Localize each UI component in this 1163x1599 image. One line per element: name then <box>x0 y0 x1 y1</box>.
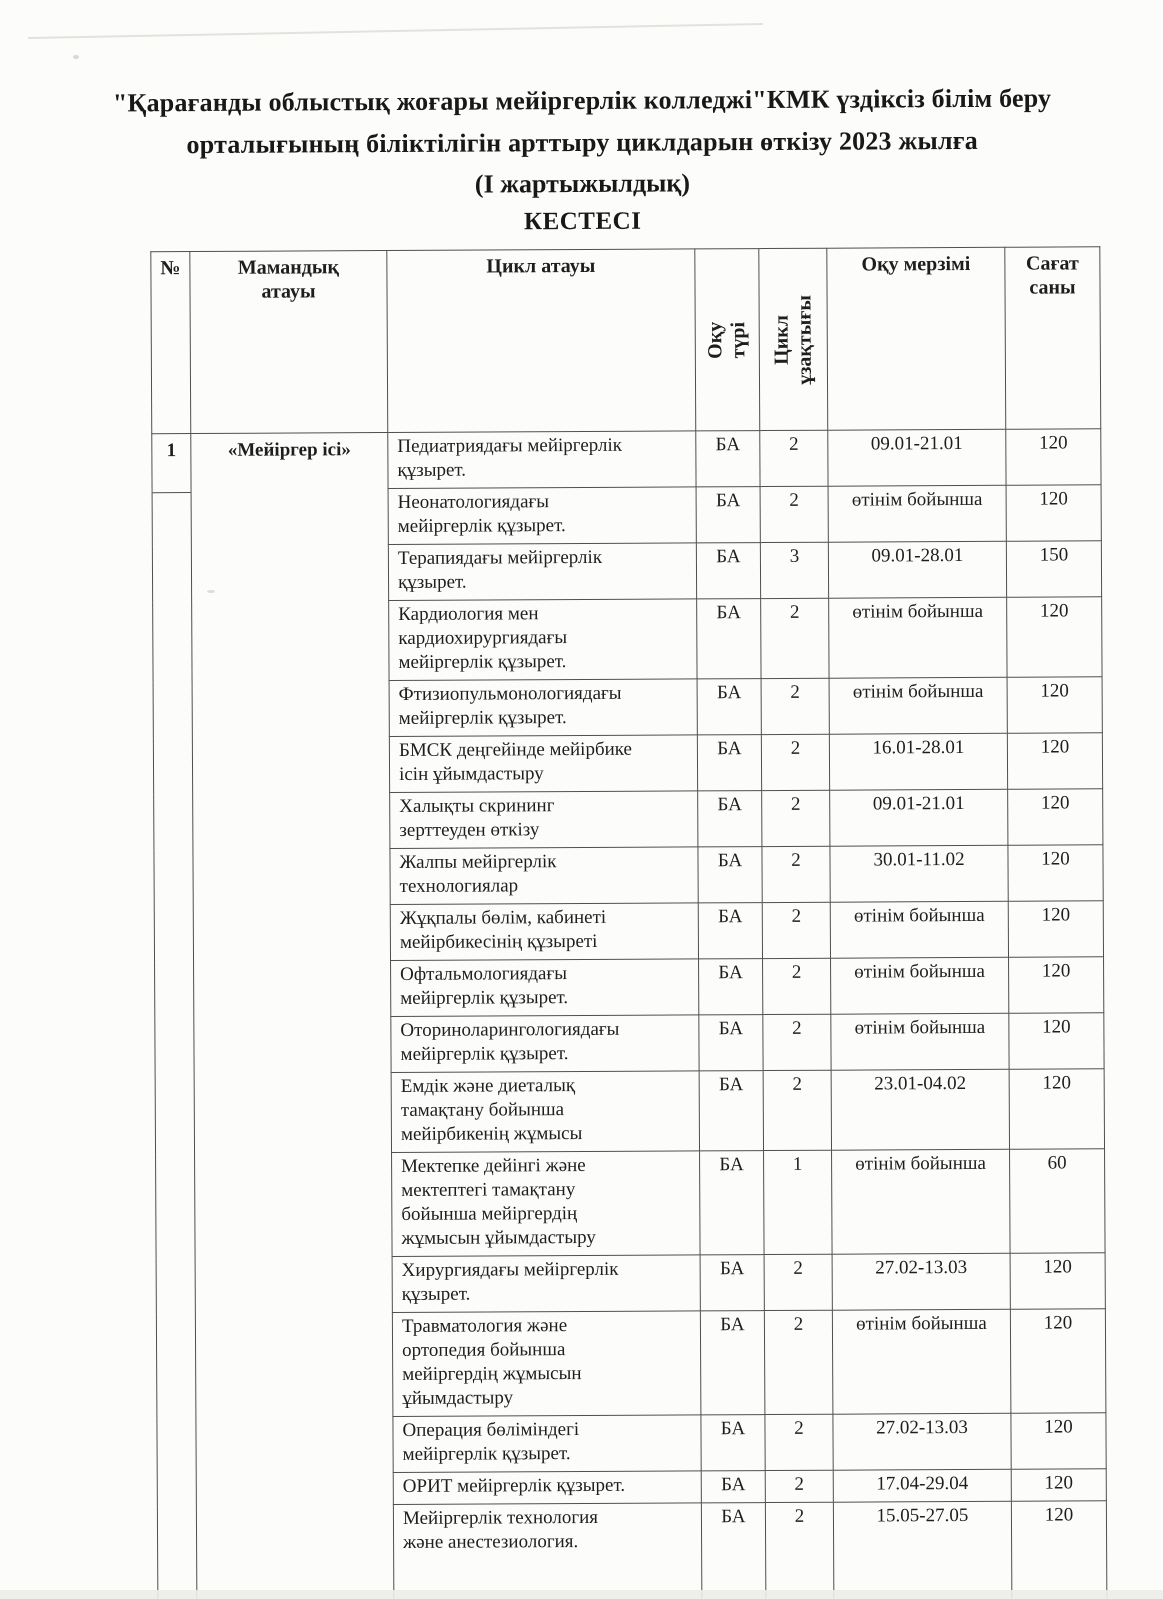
education-type-cell: БА <box>697 735 761 791</box>
header-cycle-duration <box>759 248 828 430</box>
hours-cell: 150 <box>1006 541 1101 597</box>
cycle-name-cell: Педиатриядағы мейіргерлік құзырет. <box>388 431 696 489</box>
education-type-cell: БА <box>696 431 760 487</box>
education-type-cell: БА <box>700 1311 765 1415</box>
cycle-duration-cell: 2 <box>762 846 830 902</box>
cycle-name-cell: Жалпы мейіргерлік технологиялар <box>390 847 698 905</box>
schedule-row <box>152 429 1101 490</box>
cycle-duration-cell: 2 <box>762 902 830 958</box>
education-type-cell: БА <box>700 1255 764 1311</box>
cycle-duration-cell: 2 <box>763 1070 831 1150</box>
study-term-cell: 23.01-04.02 <box>831 1069 1009 1150</box>
qualification-cycles-schedule-table <box>150 246 1107 1599</box>
education-type-cell: БА <box>696 487 760 543</box>
document-table-word: КЕСТЕСІ <box>523 207 642 236</box>
study-term-cell: өтінім бойынша <box>831 1013 1009 1070</box>
study-term-cell: 17.04-29.04 <box>833 1469 1011 1502</box>
cycle-name-cell: Офтальмологиядағы мейіргерлік құзырет. <box>391 959 699 1017</box>
hours-cell: 120 <box>1011 1469 1106 1501</box>
study-term-cell: 30.01-11.02 <box>830 845 1008 902</box>
cycle-name-cell: Хирургиядағы мейіргерлік құзырет. <box>392 1255 700 1313</box>
cycle-duration-cell: 2 <box>765 1414 833 1470</box>
cycle-name-cell: Мектепке дейінгі және мектептегі тамақтану бойынша мейіргердің жұмысын ұйымдастыру <box>392 1151 701 1257</box>
cycle-duration-cell: 2 <box>761 598 829 678</box>
cycle-duration-cell: 2 <box>763 958 831 1014</box>
education-type-cell: БА <box>701 1503 766 1599</box>
hours-cell: 120 <box>1008 789 1103 845</box>
cycle-name-cell: Неонатологиядағы мейіргерлік құзырет. <box>388 487 696 545</box>
header-hours-count: Сағат саны <box>1005 247 1101 429</box>
header-cycle-duration-label: Цикл ұзақтығы <box>770 294 816 385</box>
study-term-cell: 09.01-21.01 <box>828 429 1006 486</box>
cycle-name-cell: БМСК деңгейінде мейірбике ісін ұйымдастыру <box>389 735 697 793</box>
document-title: "Қарағанды облыстық жоғары мейіргерлік колледжі"КМК үздіксіз білім беру орталығының біліктілігін арттыру циклдарын өткізу 2023 жылға <box>112 83 1052 160</box>
hours-cell: 120 <box>1007 597 1102 677</box>
cycle-duration-cell: 3 <box>760 542 828 598</box>
cycle-name-cell: Операция бөліміндегі мейіргерлік құзырет. <box>393 1415 701 1473</box>
header-education-type <box>695 249 760 431</box>
education-type-cell: БА <box>697 679 761 735</box>
cycle-duration-cell: 2 <box>762 790 830 846</box>
cycle-duration-cell: 2 <box>765 1470 833 1502</box>
specialty-name-cell: «Мейіргер ісі» <box>191 433 394 1599</box>
education-type-cell: БА <box>696 543 760 599</box>
cycle-name-cell: Емдік және диеталық тамақтану бойынша мейірбикенің жұмысы <box>391 1071 699 1153</box>
page-edge-shadow <box>0 1590 1163 1599</box>
education-type-cell: БА <box>697 599 761 679</box>
study-term-cell: өтінім бойынша <box>829 677 1007 734</box>
header-specialty-name: Мамандық атауы <box>190 251 388 434</box>
document-subtitle: (І жартыжылдық) <box>474 168 691 199</box>
education-type-cell: БА <box>699 1015 763 1071</box>
cycle-name-cell: Кардиология мен кардиохирургиядағы мейіргерлік құзырет. <box>389 599 697 681</box>
education-type-cell: БА <box>701 1415 765 1471</box>
hours-cell: 120 <box>1010 1253 1105 1309</box>
header-cycle-name: Цикл атауы <box>387 249 696 433</box>
hours-cell: 120 <box>1007 677 1102 733</box>
document-title-block <box>0 0 1163 243</box>
study-term-cell: 16.01-28.01 <box>829 733 1007 790</box>
cycle-name-cell: Жұқпалы бөлім, кабинеті мейірбикесінің құзыреті <box>390 903 698 961</box>
study-term-cell: 15.05-27.05 <box>833 1501 1012 1599</box>
study-term-cell: өтінім бойынша <box>832 1149 1011 1254</box>
header-no: № <box>151 252 191 434</box>
hours-cell: 120 <box>1011 1501 1107 1599</box>
row-number-cell <box>152 434 197 1599</box>
study-term-cell: 27.02-13.03 <box>832 1253 1010 1310</box>
cycle-duration-cell: 2 <box>764 1310 833 1414</box>
education-type-cell: БА <box>698 903 762 959</box>
cycle-duration-cell: 1 <box>764 1150 833 1254</box>
study-term-cell: өтінім бойынша <box>830 901 1008 958</box>
study-term-cell: 09.01-21.01 <box>830 789 1008 846</box>
header-study-term: Оқу мерзімі <box>827 247 1006 430</box>
education-type-cell: БА <box>699 959 763 1015</box>
cycle-name-cell: Травматология және ортопедия бойынша мейіргердің жұмысын ұйымдастыру <box>392 1311 701 1417</box>
study-term-cell: өтінім бойынша <box>829 597 1007 678</box>
cycle-name-cell: ОРИТ мейіргерлік құзырет. <box>393 1471 701 1505</box>
row-number: 1 <box>152 434 190 493</box>
education-type-cell: БА <box>698 791 762 847</box>
cycle-name-cell: Фтизиопульмонологиядағы мейіргерлік құзырет. <box>389 679 697 737</box>
hours-cell: 120 <box>1009 1013 1104 1069</box>
cycle-duration-cell: 2 <box>760 430 828 486</box>
hours-cell: 120 <box>1006 485 1101 541</box>
hours-cell: 60 <box>1010 1149 1106 1253</box>
hours-cell: 120 <box>1011 1413 1106 1469</box>
hours-cell: 120 <box>1010 1309 1106 1413</box>
cycle-duration-cell: 2 <box>764 1254 832 1310</box>
cycle-duration-cell: 2 <box>763 1014 831 1070</box>
cycle-duration-cell: 2 <box>761 678 829 734</box>
study-term-cell: өтінім бойынша <box>832 1309 1011 1414</box>
header-education-type-label: Оқу түрі <box>704 321 750 359</box>
study-term-cell: өтінім бойынша <box>831 957 1009 1014</box>
cycle-name-cell: Мейіргерлік технология және анестезиология. <box>393 1503 702 1599</box>
hours-cell: 120 <box>1006 429 1101 485</box>
cycle-duration-cell: 2 <box>760 486 828 542</box>
hours-cell: 120 <box>1009 1069 1104 1149</box>
cycle-name-cell: Халықты скрининг зерттеуден өткізу <box>390 791 698 849</box>
hours-cell: 120 <box>1007 733 1102 789</box>
cycle-duration-cell: 2 <box>761 734 829 790</box>
education-type-cell: БА <box>701 1471 765 1503</box>
education-type-cell: БА <box>699 1071 763 1151</box>
cycle-name-cell: Оториноларингологиядағы мейіргерлік құзырет. <box>391 1015 699 1073</box>
hours-cell: 120 <box>1008 901 1103 957</box>
hours-cell: 120 <box>1008 845 1103 901</box>
study-term-cell: өтінім бойынша <box>828 485 1006 542</box>
education-type-cell: БА <box>700 1151 765 1255</box>
cycle-name-cell: Терапиядағы мейіргерлік құзырет. <box>388 543 696 601</box>
cycle-duration-cell: 2 <box>765 1502 834 1599</box>
study-term-cell: 27.02-13.03 <box>833 1413 1011 1470</box>
education-type-cell: БА <box>698 847 762 903</box>
table-header-row <box>151 247 1101 434</box>
hours-cell: 120 <box>1009 957 1104 1013</box>
study-term-cell: 09.01-28.01 <box>828 541 1006 598</box>
